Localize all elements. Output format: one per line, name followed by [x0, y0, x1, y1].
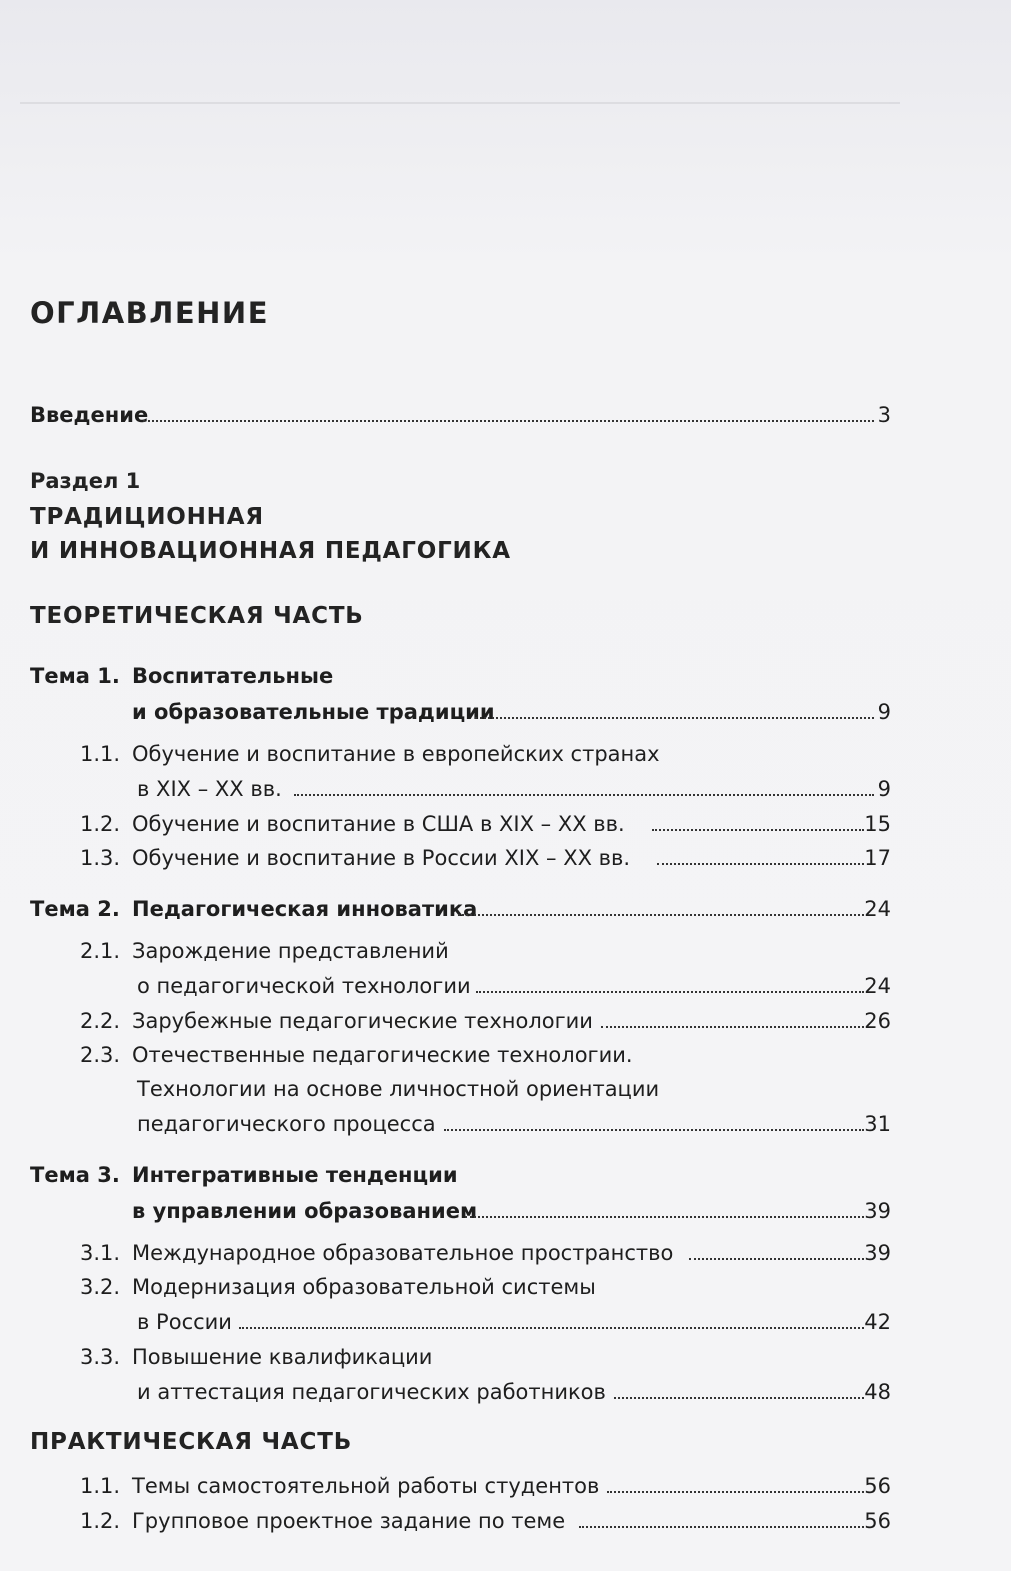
toc-entry-intro[interactable]: [0, 399, 1011, 431]
practice-heading: ПРАКТИЧЕСКАЯ ЧАСТЬ: [30, 1429, 353, 1455]
theme2-page: 24: [864, 897, 891, 921]
item-2-2-page: 26: [864, 1009, 891, 1033]
item-2-3-line2: Технологии на основе личностной ориентации: [137, 1077, 660, 1101]
item-1-1-line1: Обучение и воспитание в европейских странах: [132, 742, 660, 766]
item-1-1-page: 9: [877, 777, 891, 801]
item-1-3-num: 1.3.: [80, 846, 121, 870]
item-2-1-page: 24: [864, 974, 891, 998]
theme3-title-line2: в управлении образованием: [132, 1199, 478, 1223]
item-3-3-page: 48: [864, 1380, 891, 1404]
toc-entry-3-3[interactable]: [0, 1376, 1011, 1408]
dot-leader: [294, 794, 874, 796]
theory-heading: ТЕОРЕТИЧЕСКАЯ ЧАСТЬ: [30, 603, 364, 629]
item-3-1-line1: Международное образовательное пространство: [132, 1241, 674, 1265]
toc-title: ОГЛАВЛЕНИЕ: [30, 296, 270, 330]
item-2-1-line2: о педагогической технологии: [137, 974, 471, 998]
section-title-line1: ТРАДИЦИОННАЯ: [30, 504, 264, 530]
toc-entry-2-2[interactable]: [0, 1005, 1011, 1037]
item-3-2-num: 3.2.: [80, 1275, 121, 1299]
toc-entry-theme2[interactable]: [0, 893, 1011, 925]
dot-leader: [601, 1026, 864, 1028]
toc-entry-1-3[interactable]: [0, 842, 1011, 874]
item-3-2-page: 42: [864, 1310, 891, 1334]
toc-entry-3-2[interactable]: [0, 1306, 1011, 1338]
theme1-title-line1: Воспитательные: [132, 664, 334, 688]
intro-label: Введение: [30, 403, 149, 427]
item-1-1-line2: в XIX – XX вв.: [137, 777, 282, 801]
item-3-1-page: 39: [864, 1241, 891, 1265]
practice-1-2-line1: Групповое проектное задание по теме: [132, 1509, 566, 1533]
item-3-2-line2: в России: [137, 1310, 232, 1334]
section-label: Раздел 1: [30, 469, 141, 493]
theme1-label: Тема 1.: [30, 664, 120, 688]
dot-leader: [657, 863, 864, 865]
practice-1-1-page: 56: [864, 1474, 891, 1498]
dot-leader: [444, 1129, 864, 1131]
item-2-2-line1: Зарубежные педагогические технологии: [132, 1009, 593, 1033]
item-3-2-line1: Модернизация образовательной системы: [132, 1275, 596, 1299]
theme3-label: Тема 3.: [30, 1163, 120, 1187]
item-2-3-line3: педагогического процесса: [137, 1112, 436, 1136]
item-2-2-num: 2.2.: [80, 1009, 121, 1033]
dot-leader: [458, 914, 864, 916]
theme3-title-line1: Интегративные тенденции: [132, 1163, 458, 1187]
dot-leader: [465, 1216, 864, 1218]
dot-leader: [475, 717, 874, 719]
practice-1-2-num: 1.2.: [80, 1509, 121, 1533]
item-1-3-line1: Обучение и воспитание в России XIX – XX вв.: [132, 846, 631, 870]
toc-entry-2-3[interactable]: [0, 1108, 1011, 1140]
toc-entry-theme3[interactable]: [0, 1195, 1011, 1227]
toc-entry-practice-1-2[interactable]: [0, 1505, 1011, 1537]
item-1-2-page: 15: [864, 812, 891, 836]
practice-1-1-num: 1.1.: [80, 1474, 121, 1498]
dot-leader: [476, 991, 864, 993]
intro-page: 3: [877, 403, 891, 427]
theme1-page: 9: [877, 700, 891, 724]
dot-leader: [607, 1491, 864, 1493]
theme3-page: 39: [864, 1199, 891, 1223]
dot-leader: [689, 1258, 864, 1260]
item-2-1-num: 2.1.: [80, 939, 121, 963]
theme2-label: Тема 2.: [30, 897, 120, 921]
toc-entry-1-1[interactable]: [0, 773, 1011, 805]
item-3-3-line1: Повышение квалификации: [132, 1345, 433, 1369]
toc-entry-2-1[interactable]: [0, 970, 1011, 1002]
item-2-3-line1: Отечественные педагогические технологии.: [132, 1043, 633, 1067]
item-3-3-num: 3.3.: [80, 1345, 121, 1369]
item-1-1-num: 1.1.: [80, 742, 121, 766]
toc-entry-practice-1-1[interactable]: [0, 1470, 1011, 1502]
bleed-through-texture: [20, 60, 900, 226]
dot-leader: [239, 1327, 864, 1329]
item-3-3-line2: и аттестация педагогических работников: [137, 1380, 606, 1404]
item-1-2-num: 1.2.: [80, 812, 121, 836]
practice-1-1-line1: Темы самостоятельной работы студентов: [132, 1474, 600, 1498]
item-1-3-page: 17: [864, 846, 891, 870]
toc-entry-3-1[interactable]: [0, 1237, 1011, 1269]
item-1-2-line1: Обучение и воспитание в США в XIX – XX вв.: [132, 812, 625, 836]
item-2-1-line1: Зарождение представлений: [132, 939, 449, 963]
theme1-title-line2: и образовательные традиции: [132, 700, 495, 724]
item-3-1-num: 3.1.: [80, 1241, 121, 1265]
theme2-title-line1: Педагогическая инноватика: [132, 897, 478, 921]
dot-leader: [579, 1526, 864, 1528]
item-2-3-num: 2.3.: [80, 1043, 121, 1067]
dot-leader: [652, 829, 864, 831]
toc-entry-1-2[interactable]: [0, 808, 1011, 840]
dot-leader: [614, 1397, 864, 1399]
toc-entry-theme1[interactable]: [0, 696, 1011, 728]
section-title-line2: И ИННОВАЦИОННАЯ ПЕДАГОГИКА: [30, 538, 511, 564]
practice-1-2-page: 56: [864, 1509, 891, 1533]
item-2-3-page: 31: [864, 1112, 891, 1136]
dot-leader: [143, 420, 874, 422]
